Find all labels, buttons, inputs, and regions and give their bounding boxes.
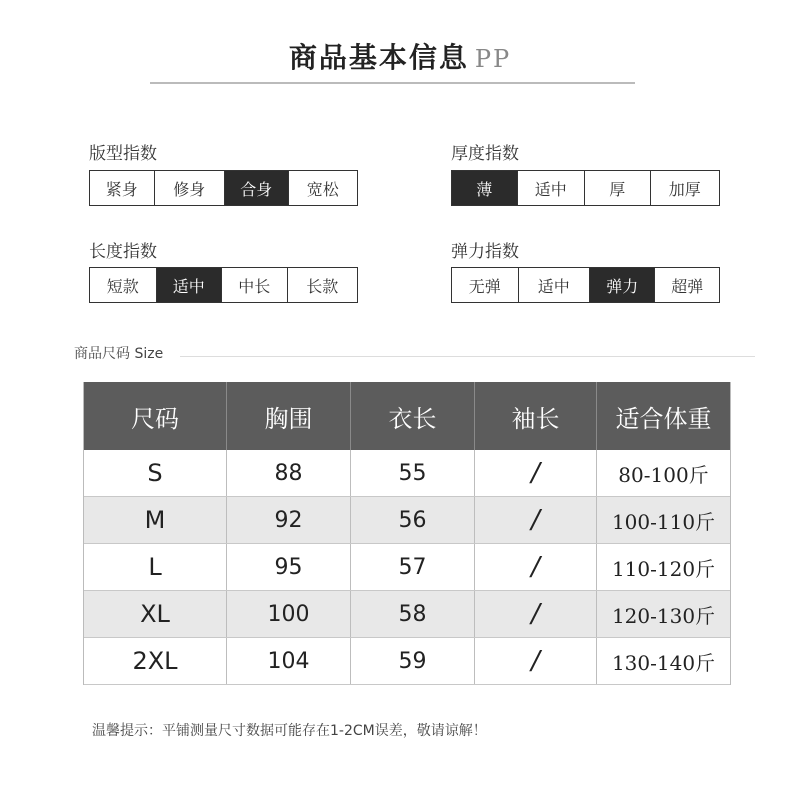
- length-option[interactable]: 中长: [222, 268, 288, 302]
- chest-cell: 104: [227, 638, 351, 684]
- weight-cell: 130-140斤: [611, 650, 716, 675]
- size-section-label: 商品尺码 Size: [74, 346, 164, 362]
- chest-cell: 95: [227, 544, 351, 590]
- fit-option[interactable]: 紧身: [90, 171, 155, 205]
- length-cell: 57: [351, 544, 475, 590]
- thickness-options: [451, 170, 720, 206]
- thickness-option[interactable]: 适中: [518, 171, 586, 205]
- length-option[interactable]: 长款: [288, 268, 357, 302]
- length-cell: 56: [351, 497, 475, 543]
- brand-mark: PP: [474, 45, 512, 73]
- measurement-note: 温馨提示：平铺测量尺寸数据可能存在1-2CM误差，敬请谅解！: [92, 723, 487, 739]
- page-title: [0, 36, 800, 76]
- sleeve-cell: /: [475, 497, 597, 543]
- chest-cell: 92: [227, 497, 351, 543]
- header-cell: 适合体重: [615, 404, 712, 433]
- length-option[interactable]: 适中: [157, 268, 223, 302]
- header-cell: 袖长: [475, 382, 597, 450]
- title-text: 商品基本信息: [288, 41, 469, 74]
- header-cell: 衣长: [351, 382, 475, 450]
- elasticity-option[interactable]: 弹力: [590, 268, 656, 302]
- table-row: [84, 497, 730, 544]
- header-cell: 胸围: [227, 382, 351, 450]
- table-row: [84, 450, 730, 497]
- size-table: [83, 382, 731, 685]
- length-options: [89, 267, 358, 303]
- length-label: 长度指数: [89, 242, 157, 262]
- length-cell: 59: [351, 638, 475, 684]
- size-cell: L: [84, 544, 227, 590]
- fit-option[interactable]: 宽松: [289, 171, 357, 205]
- chest-cell: 100: [227, 591, 351, 637]
- size-cell: M: [84, 497, 227, 543]
- elasticity-option[interactable]: 超弹: [655, 268, 719, 302]
- fit-option[interactable]: 修身: [155, 171, 225, 205]
- elasticity-option[interactable]: 适中: [519, 268, 590, 302]
- fit-option[interactable]: 合身: [225, 171, 289, 205]
- header-cell: 尺码: [84, 382, 227, 450]
- sleeve-cell: /: [475, 638, 597, 684]
- size-cell: 2XL: [84, 638, 227, 684]
- thickness-option[interactable]: 加厚: [651, 171, 719, 205]
- thickness-label: 厚度指数: [451, 144, 519, 164]
- length-option[interactable]: 短款: [90, 268, 157, 302]
- size-cell: S: [84, 450, 227, 496]
- elasticity-options: [451, 267, 720, 303]
- sleeve-cell: /: [475, 450, 597, 496]
- size-cell: XL: [84, 591, 227, 637]
- table-row: [84, 591, 730, 638]
- elasticity-option[interactable]: 无弹: [452, 268, 519, 302]
- table-header-row: [84, 382, 730, 450]
- sleeve-cell: /: [475, 591, 597, 637]
- thickness-option[interactable]: 厚: [585, 171, 651, 205]
- fit-options: [89, 170, 358, 206]
- table-row: [84, 638, 730, 685]
- weight-cell: 100-110斤: [611, 509, 716, 534]
- fit-label: 版型指数: [89, 144, 157, 164]
- table-row: [84, 544, 730, 591]
- thickness-option[interactable]: 薄: [452, 171, 518, 205]
- weight-cell: 80-100斤: [618, 462, 709, 487]
- title-divider: [150, 82, 635, 84]
- chest-cell: 88: [227, 450, 351, 496]
- weight-cell: 120-130斤: [611, 603, 716, 628]
- length-cell: 55: [351, 450, 475, 496]
- elasticity-label: 弹力指数: [451, 242, 519, 262]
- weight-cell: 110-120斤: [611, 556, 716, 581]
- size-section-divider: [180, 356, 755, 357]
- length-cell: 58: [351, 591, 475, 637]
- sleeve-cell: /: [475, 544, 597, 590]
